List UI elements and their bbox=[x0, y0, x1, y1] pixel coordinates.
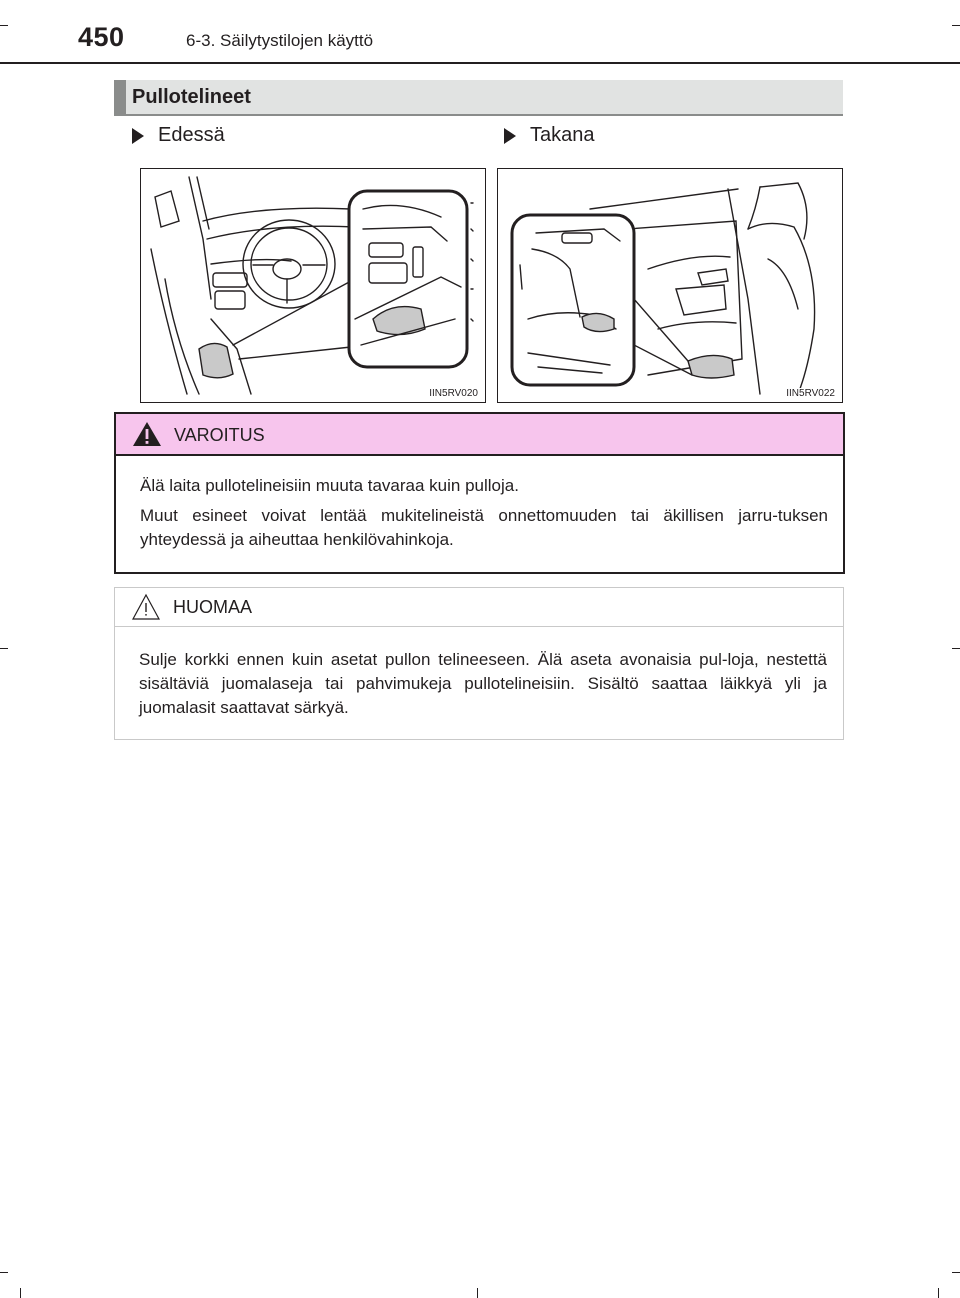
rear-bottle-holder-illustration bbox=[497, 168, 843, 403]
crop-mark-bottom-3 bbox=[938, 1288, 939, 1298]
warning-heading: VAROITUS bbox=[174, 425, 265, 445]
section-title-bar bbox=[114, 80, 843, 116]
front-bottle-holder-illustration bbox=[140, 168, 486, 403]
section-reference: 6-3. Säilytystilojen käyttö bbox=[186, 31, 374, 50]
rear-figure-code: IIN5RV022 bbox=[786, 388, 835, 399]
crop-mark-top-left bbox=[0, 25, 8, 26]
subsection-front bbox=[132, 124, 225, 147]
crop-mark-mid-right bbox=[952, 648, 960, 649]
header-rule bbox=[0, 62, 960, 64]
warning-header bbox=[116, 414, 843, 456]
crop-mark-mid-left bbox=[0, 648, 8, 649]
triangle-bullet-icon bbox=[132, 128, 144, 144]
notice-box bbox=[114, 587, 844, 740]
subsection-rear-label: Takana bbox=[530, 124, 595, 146]
crop-mark-bottom-2 bbox=[477, 1288, 478, 1298]
front-figure-code: IIN5RV020 bbox=[429, 388, 478, 399]
caution-triangle-outline-icon bbox=[131, 593, 161, 621]
triangle-bullet-icon bbox=[504, 128, 516, 144]
crop-mark-top-right bbox=[952, 25, 960, 26]
section-bar-accent bbox=[114, 80, 126, 114]
subsection-rear bbox=[504, 124, 595, 147]
notice-header bbox=[115, 588, 843, 627]
page-number: 450 bbox=[78, 22, 125, 52]
crop-mark-bottom-1 bbox=[20, 1288, 21, 1298]
warning-triangle-icon bbox=[132, 421, 162, 447]
subsection-front-label: Edessä bbox=[158, 124, 225, 146]
warning-text-2: Muut esineet voivat lentää mukitelineistä onnettomuuden tai äkillisen jarru-tuksen yhteydessä ja aiheuttaa henkilövahinkoja. bbox=[140, 506, 828, 549]
notice-text: Sulje korkki ennen kuin asetat pullon telineeseen. Älä aseta avonaisia pul-loja, nestettä sisältäviä juomalaseja tai pahvimukeja pullotelineisiin. Sisältö saattaa läikkyä yli ja juomalasit saattavat särkyä. bbox=[139, 650, 827, 717]
crop-mark-bottom-left bbox=[0, 1272, 8, 1273]
crop-mark-bottom-right bbox=[952, 1272, 960, 1273]
notice-heading: HUOMAA bbox=[173, 597, 253, 617]
warning-box bbox=[114, 412, 845, 574]
section-title: Pullotelineet bbox=[132, 86, 251, 108]
warning-text-1: Älä laita pullotelineisiin muuta tavaraa kuin pulloja. bbox=[140, 476, 519, 495]
